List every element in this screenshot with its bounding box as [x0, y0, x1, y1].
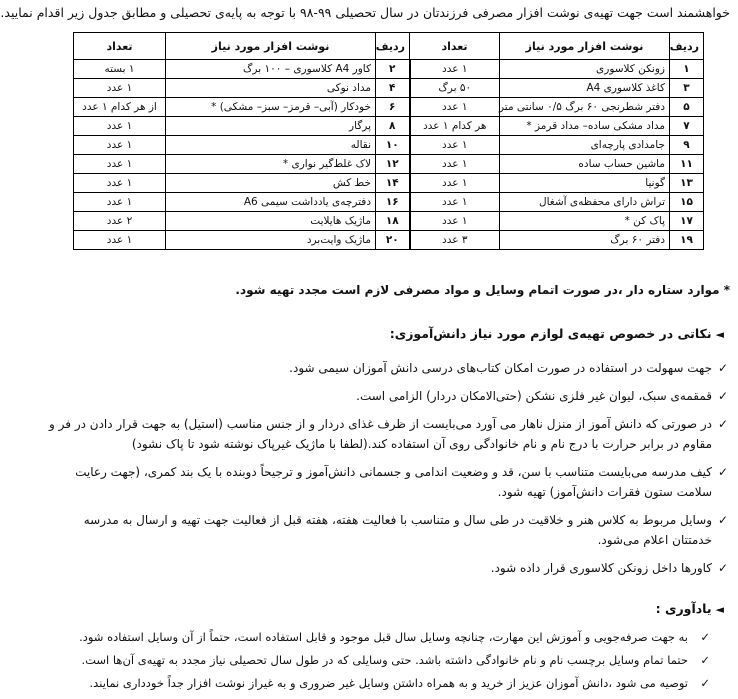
item-quantity: ۱ عدد: [410, 193, 500, 212]
item-quantity: ۱ عدد: [410, 174, 500, 193]
table-row: [74, 174, 704, 193]
arrow-bullet-icon: ◄: [715, 603, 724, 616]
row-number: ۴: [376, 79, 410, 98]
item-name: جامدادی پارچه‌ای: [500, 136, 670, 155]
tip-item-text: وسایل مربوط به کلاس هنر و خلاقیت در طی سال و متناسب با فعالیت هفته، هفته قبل از فعالیت جهت تهیه و ارسال به مدرسه خدمتتان اعلام می‌شود.: [83, 513, 712, 547]
row-number: ۶: [376, 98, 410, 117]
item-quantity: ۱ عدد: [74, 174, 166, 193]
item-name: پاک کن *: [500, 212, 670, 231]
row-number: ۱۳: [670, 174, 704, 193]
intro-text: خواهشمند است جهت تهیه‌ی نوشت افزار مصرفی فرزندتان در سال تحصیلی ۹۹-۹۸ با توجه به پایه‌ی تحصیلی و مطابق جدول زیر اقدام نمایید.: [0, 5, 730, 20]
row-number: ۱۱: [670, 155, 704, 174]
checkmark-icon: ✓: [700, 630, 710, 644]
row-number: ۱۹: [670, 231, 704, 250]
header-item: نوشت افزار مورد نیاز: [500, 33, 670, 60]
item-name: ماژیک هایلایت: [166, 212, 376, 231]
tip-item: [49, 386, 728, 406]
reminder-item: [49, 628, 718, 646]
tip-item: [49, 462, 728, 502]
header-item: نوشت افزار مورد نیاز: [166, 33, 376, 60]
row-number: ۳: [670, 79, 704, 98]
row-number: ۱۰: [376, 136, 410, 155]
reminder-item-text: حتما تمام وسایل برچسب نام و نام خانوادگی داشته باشد. حتی وسایلی که در طول سال تحصیلی نیاز مجدد به تهیه‌ی آن‌ها است.: [81, 653, 688, 667]
checkmark-icon: ✓: [700, 676, 710, 690]
row-number: ۹: [670, 136, 704, 155]
checkmark-icon: ✓: [717, 361, 728, 375]
tip-item-text: کیف مدرسه می‌بایست متناسب با سن، قد و وضعیت اندامی و جسمانی دانش‌آموز و ترجیحاً دوبنده با یک بند کمری، (جهت رعایت سلامت ستون فقرات دانش‌آموز) تهیه شود.: [75, 465, 712, 499]
header-row-number: ردیف: [376, 33, 410, 60]
table-row: [74, 155, 704, 174]
item-name: کاور A4 کلاسوری – ۱۰۰ برگ: [166, 60, 376, 79]
item-name: دفتر شطرنجی ۶۰ برگ ۰/۵ سانتی متر: [500, 98, 670, 117]
checkmark-icon: ✓: [700, 653, 710, 667]
item-name: لاک غلط‌گیر نواری *: [166, 155, 376, 174]
row-number: ۱: [670, 60, 704, 79]
tip-item-text: کاورها داخل زونکن کلاسوری قرار داده شود.: [490, 561, 712, 575]
row-number: ۱۷: [670, 212, 704, 231]
reminder-item: [49, 651, 718, 669]
table-row: [74, 231, 704, 250]
tips-heading: [59, 325, 724, 344]
tip-item: [49, 358, 728, 378]
table-row: [74, 212, 704, 231]
item-quantity: ۱ عدد: [74, 193, 166, 212]
tip-item-text: قمقمه‌ی سبک، لیوان غیر فلزی نشکن (حتی‌الامکان دردار) الزامی است.: [356, 389, 712, 403]
row-number: ۱۴: [376, 174, 410, 193]
reminder-item-text: به جهت صرفه‌جویی و آموزش این مهارت، چنانچه وسایل سال قبل موجود و قابل استفاده است، حتماً از آن وسایل استفاده شود.: [79, 630, 688, 644]
item-name: زونکن کلاسوری: [500, 60, 670, 79]
item-quantity: ۱ عدد: [410, 155, 500, 174]
tip-item-text: جهت سهولت در استفاده در صورت امکان کتاب‌های درسی دانش آموزان سیمی شود.: [289, 361, 712, 375]
tip-item: [49, 558, 728, 578]
item-name: پرگار: [166, 117, 376, 136]
item-quantity: ۲ عدد: [74, 212, 166, 231]
tips-list: [49, 358, 728, 586]
header-row-number: ردیف: [670, 33, 704, 60]
reminder-heading: [59, 600, 724, 619]
table-row: [74, 60, 704, 79]
item-quantity: ۱ عدد: [74, 79, 166, 98]
checkmark-icon: ✓: [717, 389, 728, 403]
item-name: دفتر ۶۰ برگ: [500, 231, 670, 250]
header-quantity: تعداد: [410, 33, 500, 60]
item-name: گونیا: [500, 174, 670, 193]
item-name: دفترچه‌ی یادداشت سیمی A6: [166, 193, 376, 212]
reminder-list: [49, 628, 718, 697]
item-quantity: هر کدام ۱ عدد: [410, 117, 500, 136]
item-name: خط کش: [166, 174, 376, 193]
item-name: تراش دارای محفظه‌ی آشغال: [500, 193, 670, 212]
row-number: ۱۸: [376, 212, 410, 231]
item-quantity: ۱ عدد: [410, 60, 500, 79]
reminder-item-text: توصیه می شود ،دانش آموزان عزیز از خرید و به همراه داشتن وسایل غیر ضروری و به غیراز نوشت افزار جداً خودداری نمایند.: [89, 676, 688, 690]
row-number: ۱۶: [376, 193, 410, 212]
checkmark-icon: ✓: [717, 417, 728, 431]
tip-item-text: در صورتی که دانش آموز از منزل ناهار می آورد می‌بایست از ظرف غذای دردار و از جنس مناسب (استیل) به جهت قرار دادن در فر و مقاوم در برابر حرارت با درج نام و نام خانوادگی روی آن استفاده کند.(لطفا با ماژیک غیرپاک نوشته شود تا پاک نشود): [49, 417, 712, 451]
reminder-item: [49, 674, 718, 692]
reminder-heading-text: یادآوری :: [655, 601, 712, 616]
item-name: نقاله: [166, 136, 376, 155]
row-number: ۲۰: [376, 231, 410, 250]
row-number: ۱۲: [376, 155, 410, 174]
item-quantity: ۱ عدد: [74, 155, 166, 174]
row-number: ۷: [670, 117, 704, 136]
item-quantity: ۱ عدد: [410, 136, 500, 155]
row-number: ۲: [376, 60, 410, 79]
header-quantity: تعداد: [74, 33, 166, 60]
table-row: [74, 136, 704, 155]
table-row: [74, 79, 704, 98]
item-name: ماژیک وایت‌برد: [166, 231, 376, 250]
item-quantity: ۳ عدد: [410, 231, 500, 250]
checkmark-icon: ✓: [717, 513, 728, 527]
item-quantity: ۱ عدد: [74, 136, 166, 155]
row-number: ۵: [670, 98, 704, 117]
item-quantity: ۱ عدد: [74, 231, 166, 250]
supply-table: [73, 32, 704, 250]
table-header-row: [74, 33, 704, 60]
item-quantity: ۱ بسته: [74, 60, 166, 79]
checkmark-icon: ✓: [717, 465, 728, 479]
item-quantity: ۱ عدد: [74, 117, 166, 136]
tip-item: [49, 414, 728, 454]
tips-heading-text: نکاتی در خصوص تهیه‌ی لوازم مورد نیاز دانش‌آموزی:: [389, 326, 712, 341]
item-name: مداد نوکی: [166, 79, 376, 98]
item-quantity: ۱ عدد: [410, 212, 500, 231]
tip-item: [49, 510, 728, 550]
checkmark-icon: ✓: [717, 561, 728, 575]
item-quantity: ۵۰ برگ: [410, 79, 500, 98]
table-row: [74, 193, 704, 212]
table-row: [74, 98, 704, 117]
row-number: ۸: [376, 117, 410, 136]
item-quantity: ۱ عدد: [410, 98, 500, 117]
item-name: خودکار (آبی– قرمز– سبز– مشکی) *: [166, 98, 376, 117]
star-note: * موارد ستاره دار ،در صورت اتمام وسایل و مواد مصرفی لازم است مجدد تهیه شود.: [235, 283, 730, 297]
item-quantity: از هر کدام ۱ عدد: [74, 98, 166, 117]
row-number: ۱۵: [670, 193, 704, 212]
table-row: [74, 117, 704, 136]
item-name: مداد مشکی ساده– مداد قرمز *: [500, 117, 670, 136]
item-name: کاغذ کلاسوری A4: [500, 79, 670, 98]
item-name: ماشین حساب ساده: [500, 155, 670, 174]
arrow-bullet-icon: ◄: [715, 328, 724, 341]
